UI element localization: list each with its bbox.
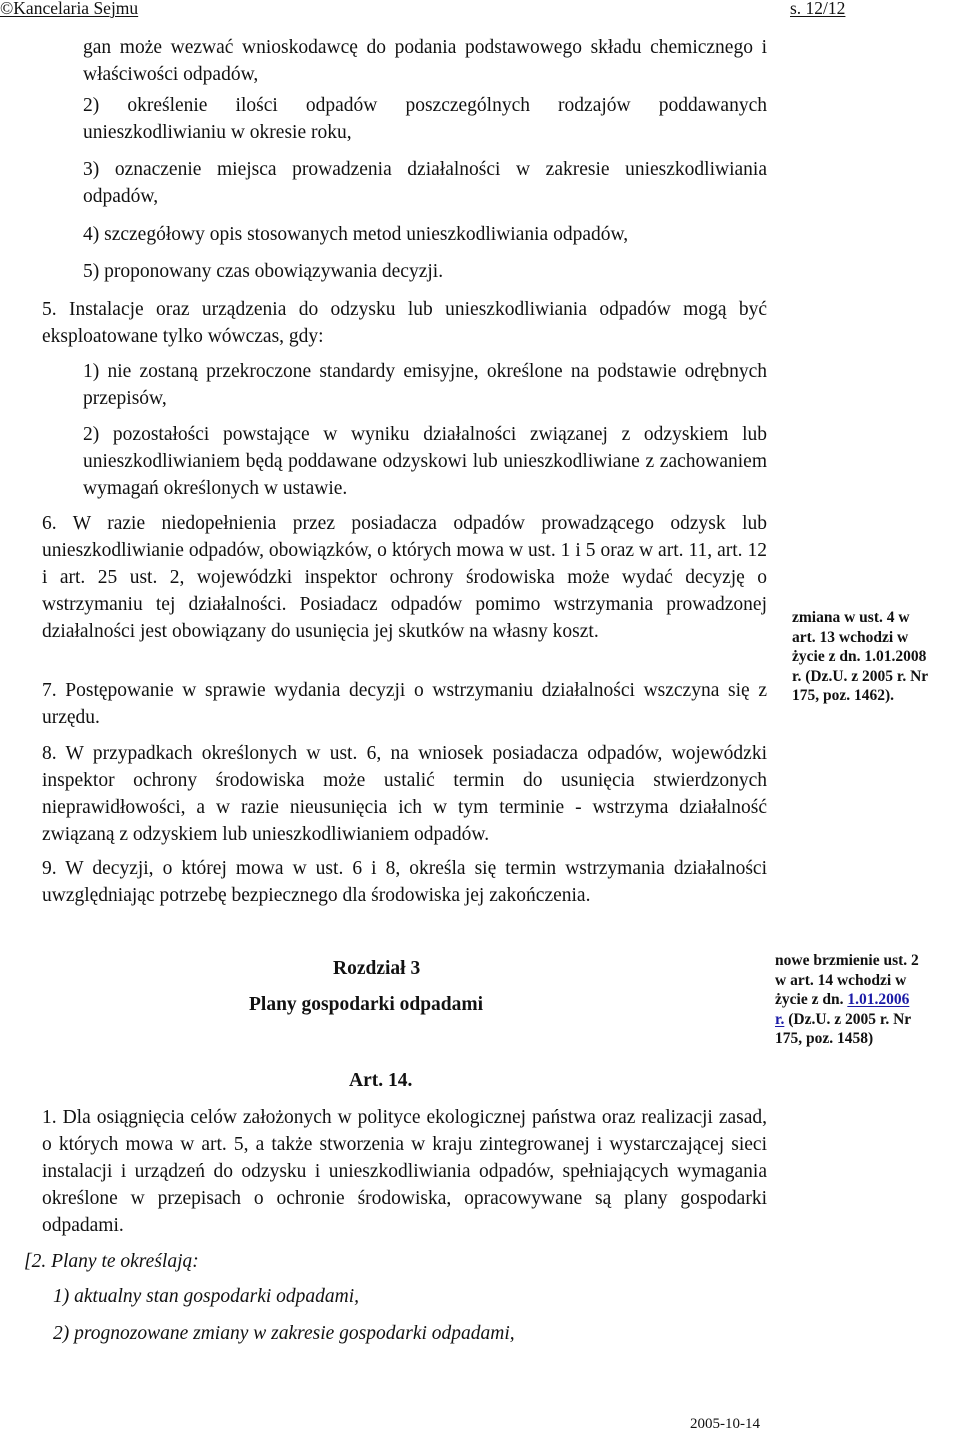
paragraph-6: 6. W razie niedopełnienia przez posiadacza odpadów prowadzącego odzysk lub unieszkodliwianie odpadów, obowiązków, o których mowa w ust. 1 i 5 oraz w art. 11, art. 12 i art. 25 ust. 2, wojewódzki inspektor ochrony środowiska może wydać decyzję o wstrzymaniu tej działalności. Posiadacz odpadów pomimo wstrzymania prowadzonej działalności jest obowiązany do usunięcia jej skutków na własny koszt. bbox=[42, 513, 767, 642]
paragraph-8: 8. W przypadkach określonych w ust. 6, na wniosek posiadacza odpadów, wojewódzki inspektor ochrony środowiska może ustalić termin do usunięcia stwierdzonych nieprawidłowości, a w razie nieusunięcia ich w tym terminie - wstrzyma działalność związaną z odzyskiem lub unieszkodliwianiem odpadów. bbox=[42, 743, 767, 845]
list-item-3: 3) oznaczenie miejsca prowadzenia działalności w zakresie unieszkodliwiania odpadów, bbox=[83, 159, 767, 207]
header-source: ©Kancelaria Sejmu bbox=[0, 0, 139, 18]
chapter-title: Rozdział 3 bbox=[333, 958, 421, 979]
paragraph-5: 5. Instalacje oraz urządzenia do odzysku lub unieszkodliwiania odpadów mogą być eksploatowane tylko wówczas, gdy: bbox=[42, 299, 767, 347]
effective-date-link-suffix[interactable]: r. bbox=[775, 1010, 785, 1028]
list-item-5-2: 2) pozostałości powstające w wyniku działalności związanej z odzyskiem lub unieszkodliwianiem będą poddawane odzyskowi lub unieszkodliwiane z zachowaniem wymagań określonych w ustawie. bbox=[83, 424, 767, 499]
article-14-paragraph-2: [2. Plany te określają: bbox=[24, 1251, 199, 1272]
effective-date-link[interactable]: 1.01.2006 bbox=[847, 991, 910, 1008]
article-14-item-2: 2) prognozowane zmiany w zakresie gospodarki odpadami, bbox=[53, 1323, 515, 1344]
chapter-subtitle: Plany gospodarki odpadami bbox=[249, 994, 484, 1015]
paragraph-7: 7. Postępowanie w sprawie wydania decyzji o wstrzymaniu działalności wszczyna się z urzędu. bbox=[42, 680, 767, 728]
paragraph-continuation: gan może wezwać wnioskodawcę do podania podstawowego składu chemicznego i właściwości odpadów, bbox=[83, 37, 767, 85]
list-item-4: 4) szczegółowy opis stosowanych metod unieszkodliwiania odpadów, bbox=[83, 224, 629, 245]
margin-note-new-wording: nowe brzmienie ust. 2 w art. 14 wchodzi w życie z dn. 1.01.2006 r. (Dz.U. z 2005 r. Nr 175, poz. 1458) bbox=[775, 952, 919, 1047]
paragraph-9: 9. W decyzji, o której mowa w ust. 6 i 8, określa się termin wstrzymania działalności uwzględniając potrzebę bezpiecznego dla środowiska jej zakończenia. bbox=[42, 858, 767, 906]
list-item-2: 2) określenie ilości odpadów poszczególnych rodzajów poddawanych unieszkodliwianiu w okresie roku, bbox=[83, 95, 767, 143]
article-heading: Art. 14. bbox=[349, 1070, 413, 1091]
list-item-5: 5) proponowany czas obowiązywania decyzji. bbox=[83, 261, 444, 282]
list-item-5-1: 1) nie zostaną przekroczone standardy emisyjne, określone na podstawie odrębnych przepisów, bbox=[83, 361, 767, 409]
article-14-paragraph-1: 1. Dla osiągnięcia celów założonych w polityce ekologicznej państwa oraz realizacji zasad, o których mowa w art. 5, a także stworzenia w kraju zintegrowanej i wystarczającej sieci instalacji i urządzeń do odzysku i unieszkodliwiania odpadów, spełniających wymagania określone w przepisach o ochronie środowiska, opracowywane są plany gospodarki odpadami. bbox=[42, 1107, 767, 1236]
article-14-item-1: 1) aktualny stan gospodarki odpadami, bbox=[53, 1286, 360, 1307]
margin-note-amendment: zmiana w ust. 4 w art. 13 wchodzi w życie z dn. 1.01.2008 r. (Dz.U. z 2005 r. Nr 175, poz. 1462). bbox=[792, 609, 929, 704]
footer-date: 2005-10-14 bbox=[690, 1416, 760, 1432]
header-page-number: s. 12/12 bbox=[790, 0, 846, 18]
